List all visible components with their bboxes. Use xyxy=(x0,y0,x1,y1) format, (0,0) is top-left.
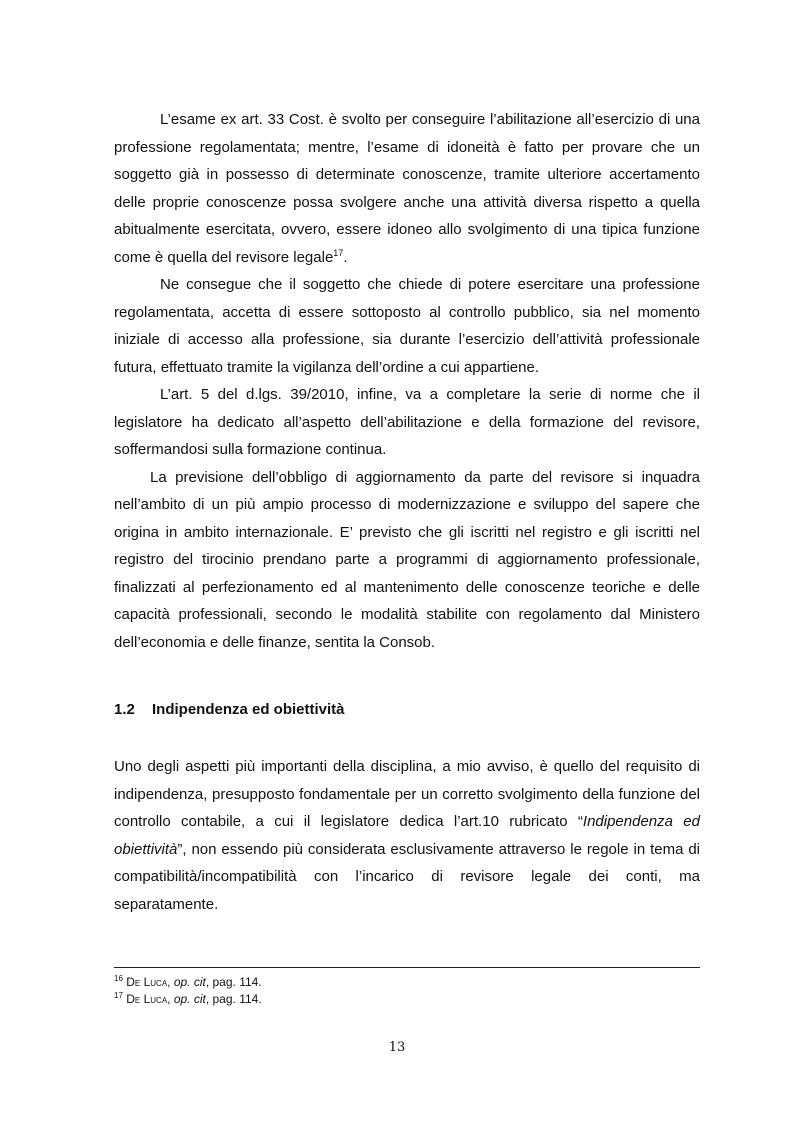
paragraph-indipendenza-b: ”, non essendo più considerata esclusivamente attraverso le regole in tema di compatibilità/incompatibilità con l’incarico di revisore legale dei conti, ma separatamente. xyxy=(114,840,700,913)
paragraph-esame xyxy=(114,106,700,271)
footnote-ref: op. cit xyxy=(173,992,206,1006)
paragraph-indipendenza xyxy=(114,753,700,918)
footnote-rest: , pag. 114. xyxy=(205,992,262,1006)
footnotes xyxy=(114,967,700,1008)
footnote-number: 17 xyxy=(114,991,123,1000)
page-body xyxy=(114,106,700,918)
footnote-rule xyxy=(114,967,700,968)
footnote-sep: , xyxy=(167,992,174,1006)
footnote-rest: , pag. 114. xyxy=(205,975,262,989)
paragraph-consegue: Ne consegue che il soggetto che chiede di potere esercitare una professione regolamentata, accetta di essere sottoposto al controllo pubblico, sia nel momento iniziale di accesso alla professione, sia durante l’esercizio dell’attività professionale futura, effettuato tramite la vigilanza dell’ordine a cui appartiene. xyxy=(114,276,700,376)
paragraph-indipendenza-italic: Indipendenza ed obiettività xyxy=(114,813,700,858)
page-number: 13 xyxy=(388,1040,406,1055)
section-number: 1.2 xyxy=(114,701,135,718)
footnote-author: De Luca xyxy=(126,975,168,989)
footnote-16 xyxy=(114,974,700,991)
paragraph-previsione: La previsione dell’obbligo di aggiornamento da parte del revisore si inquadra nell’ambito di un più ampio processo di modernizzazione e sviluppo del sapere che origina in ambito internazionale. E’ previsto che gli iscritti nel registro e gli iscritti nel registro del tirocinio prendano parte a programmi di aggiornamento professionale, finalizzati al perfezionamento ed al mantenimento delle conoscenze teoriche e delle capacità professionali, secondo le modalità stabilite con regolamento dal Ministero dell’economia e delle finanze, sentita la Consob. xyxy=(114,468,700,651)
paragraph-esame-end: . xyxy=(343,248,348,266)
paragraph-indipendenza-a: Uno degli aspetti più importanti della disciplina, a mio avviso, è quello del requisito di indipendenza, presupposto fondamentale per un corretto svolgimento della funzione del controllo contabile, a cui il legislatore dedica l’art.10 rubricato “ xyxy=(114,758,700,830)
footnote-number: 16 xyxy=(114,974,123,983)
paragraph-art5: L’art. 5 del d.lgs. 39/2010, infine, va a completare la serie di norme che il legislatore ha dedicato all’aspetto dell’abilitazione e della formazione del revisore, soffermandosi sulla formazione continua. xyxy=(114,386,700,458)
paragraph-esame-text: L’esame ex art. 33 Cost. è svolto per conseguire l’abilitazione all’esercizio di una professione regolamentata; mentre, l’esame di idoneità è fatto per provare che un soggetto già in possesso di determinate conoscenze, tramite ulteriore accertamento delle proprie conoscenze possa svolgere anche una attività diversa rispetto a quella abitualmente esercitata, ovvero, essere idoneo allo svolgimento di una tipica funzione come è quella del revisore legale xyxy=(114,111,700,266)
section-title: Indipendenza ed obiettività xyxy=(152,701,345,718)
footnote-sep: , xyxy=(167,975,174,989)
section-heading xyxy=(114,699,700,721)
footnote-ref: op. cit xyxy=(173,975,206,989)
footnote-ref-17[interactable]: 17 xyxy=(333,247,344,258)
footnote-author: De Luca xyxy=(126,992,168,1006)
footnote-17 xyxy=(114,991,700,1008)
